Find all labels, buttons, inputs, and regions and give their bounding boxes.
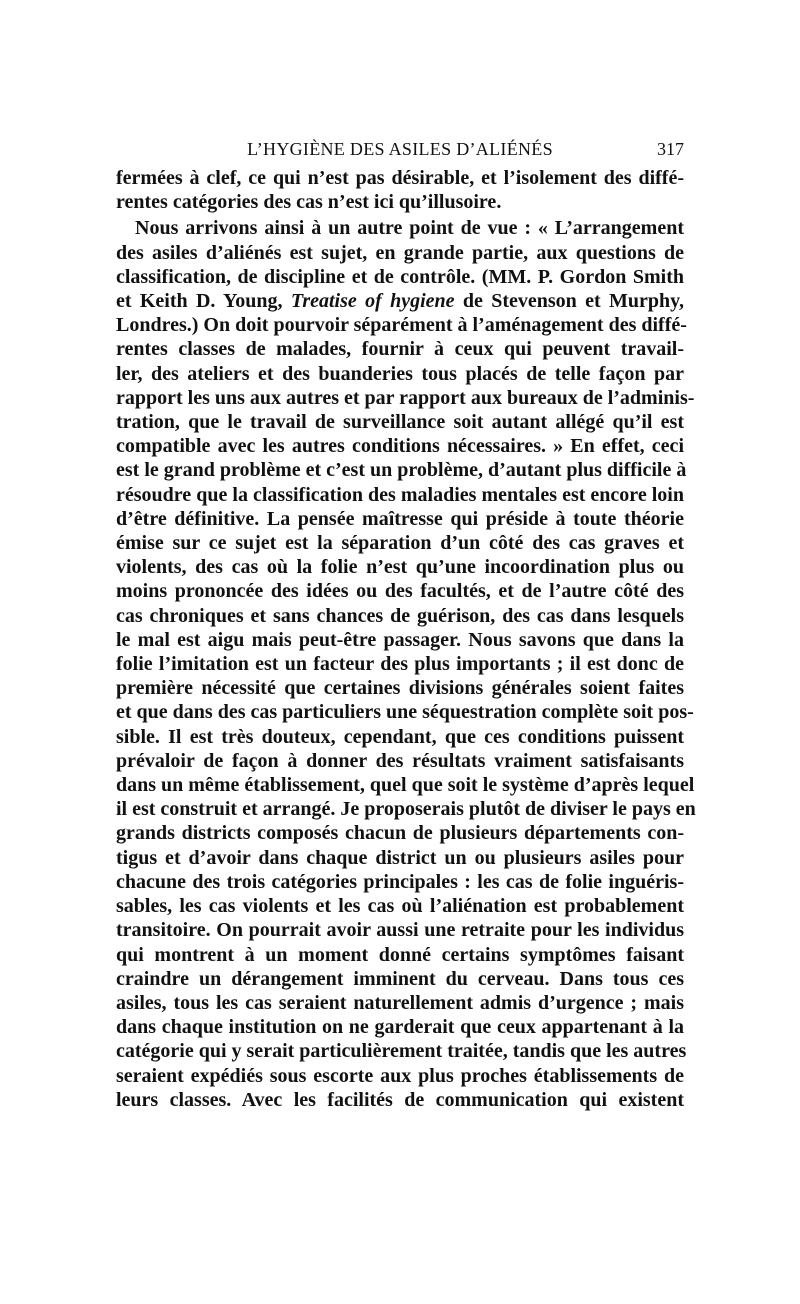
text-line: cas chroniques et sans chances de guérison, des cas dans lesquels [116,604,684,627]
paragraph-2 [116,216,696,1112]
text-line: Nous arrivons ainsi à un autre point de vue : « L’arrangement [135,217,684,240]
text-line: il est construit et arrangé. Je proposerais plutôt de diviser le pays en [116,798,696,821]
text-line: sables, les cas violents et les cas où l’aliénation est probablement [116,895,684,918]
text-line: sible. Il est très douteux, cependant, que ces conditions puissent [116,725,684,748]
text-line: craindre un dérangement imminent du cerveau. Dans tous ces [116,967,684,990]
text-line: des asiles d’aliénés est sujet, en grande partie, aux questions de [116,241,684,264]
text-fragment: de Stevenson et Murphy, [454,290,685,313]
text-line: seraient expédiés sous escorte aux plus proches établissements de [116,1064,684,1087]
text-line: et que dans des cas particuliers une séquestration complète soit pos- [116,701,694,724]
text-line: leurs classes. Avec les facilités de communication qui existent [116,1088,684,1111]
text-line: ler, des ateliers et des buanderies tous placés de telle façon par [116,362,684,385]
text-line: tration, que le travail de surveillance soit autant allégé qu’il est [116,411,684,434]
text-line: le mal est aigu mais peut-être passager. Nous savons que dans la [116,628,684,651]
text-line: folie l’imitation est un facteur des plus importants ; il est donc de [116,653,684,676]
text-line: fermées à clef, ce qui n’est pas désirable, et l’isolement des diffé- [116,167,684,189]
text-line: grands districts composés chacun de plusieurs départements con- [116,822,684,845]
text-line: rentes classes de malades, fournir à ceux qui peuvent travail- [116,338,684,361]
text-fragment: et Keith D. Young, [116,290,291,313]
text-line: première nécessité que certaines divisions générales soient faites [116,677,684,700]
text-line: dans un même établissement, quel que soit le système d’après lequel [116,774,695,797]
page-number: 317 [657,139,684,159]
text-line: moins prononcée des idées ou des facultés, et de l’autre côté des [116,580,684,603]
text-line: compatible avec les autres conditions nécessaires. » En effet, ceci [116,435,684,458]
text-line: dans chaque institution on ne garderait que ceux appartenant à la [116,1016,684,1039]
text-line: asiles, tous les cas seraient naturellement admis d’urgence ; mais [116,991,684,1014]
text-line: Londres.) On doit pourvoir séparément à l’aménagement des diffé- [116,314,687,337]
running-header [116,136,684,162]
text-line: rapport les uns aux autres et par rapport aux bureaux de l’adminis- [116,386,695,409]
text-line: qui montrent à un moment donné certains symptômes faisant [116,943,684,966]
paragraph-1 [116,166,684,214]
text-line: transitoire. On pourrait avoir aussi une retraite pour les individus [116,919,684,942]
text-line: rentes catégories des cas n’est ici qu’illusoire. [116,191,502,214]
book-title: Treatise of hygiene [290,290,455,313]
text-line: résoudre que la classification des maladies mentales est encore loin [116,483,684,506]
text-line: tigus et d’avoir dans chaque district un ou plusieurs asiles pour [116,846,684,869]
text-line: classification, de discipline et de contrôle. (MM. P. Gordon Smith [116,265,684,288]
text-line: prévaloir de façon à donner des résultats vraiment satisfaisants [116,749,684,772]
text-line-with-citation [116,289,684,313]
text-line: émise sur ce sujet est la séparation d’un côté des cas graves et [116,532,684,555]
text-line: est le grand problème et c’est un problème, d’autant plus difficile à [116,459,687,482]
body-text [116,166,696,1112]
text-line: catégorie qui y serait particulièrement traitée, tandis que les autres [116,1040,687,1063]
text-line: violents, des cas où la folie n’est qu’une incoordination plus ou [116,556,684,579]
text-line: d’être définitive. La pensée maîtresse qui préside à toute théorie [116,507,684,530]
running-title: L’HYGIÈNE DES ASILES D’ALIÉNÉS [247,139,553,159]
text-line: chacune des trois catégories principales : les cas de folie inguéris- [116,870,684,893]
